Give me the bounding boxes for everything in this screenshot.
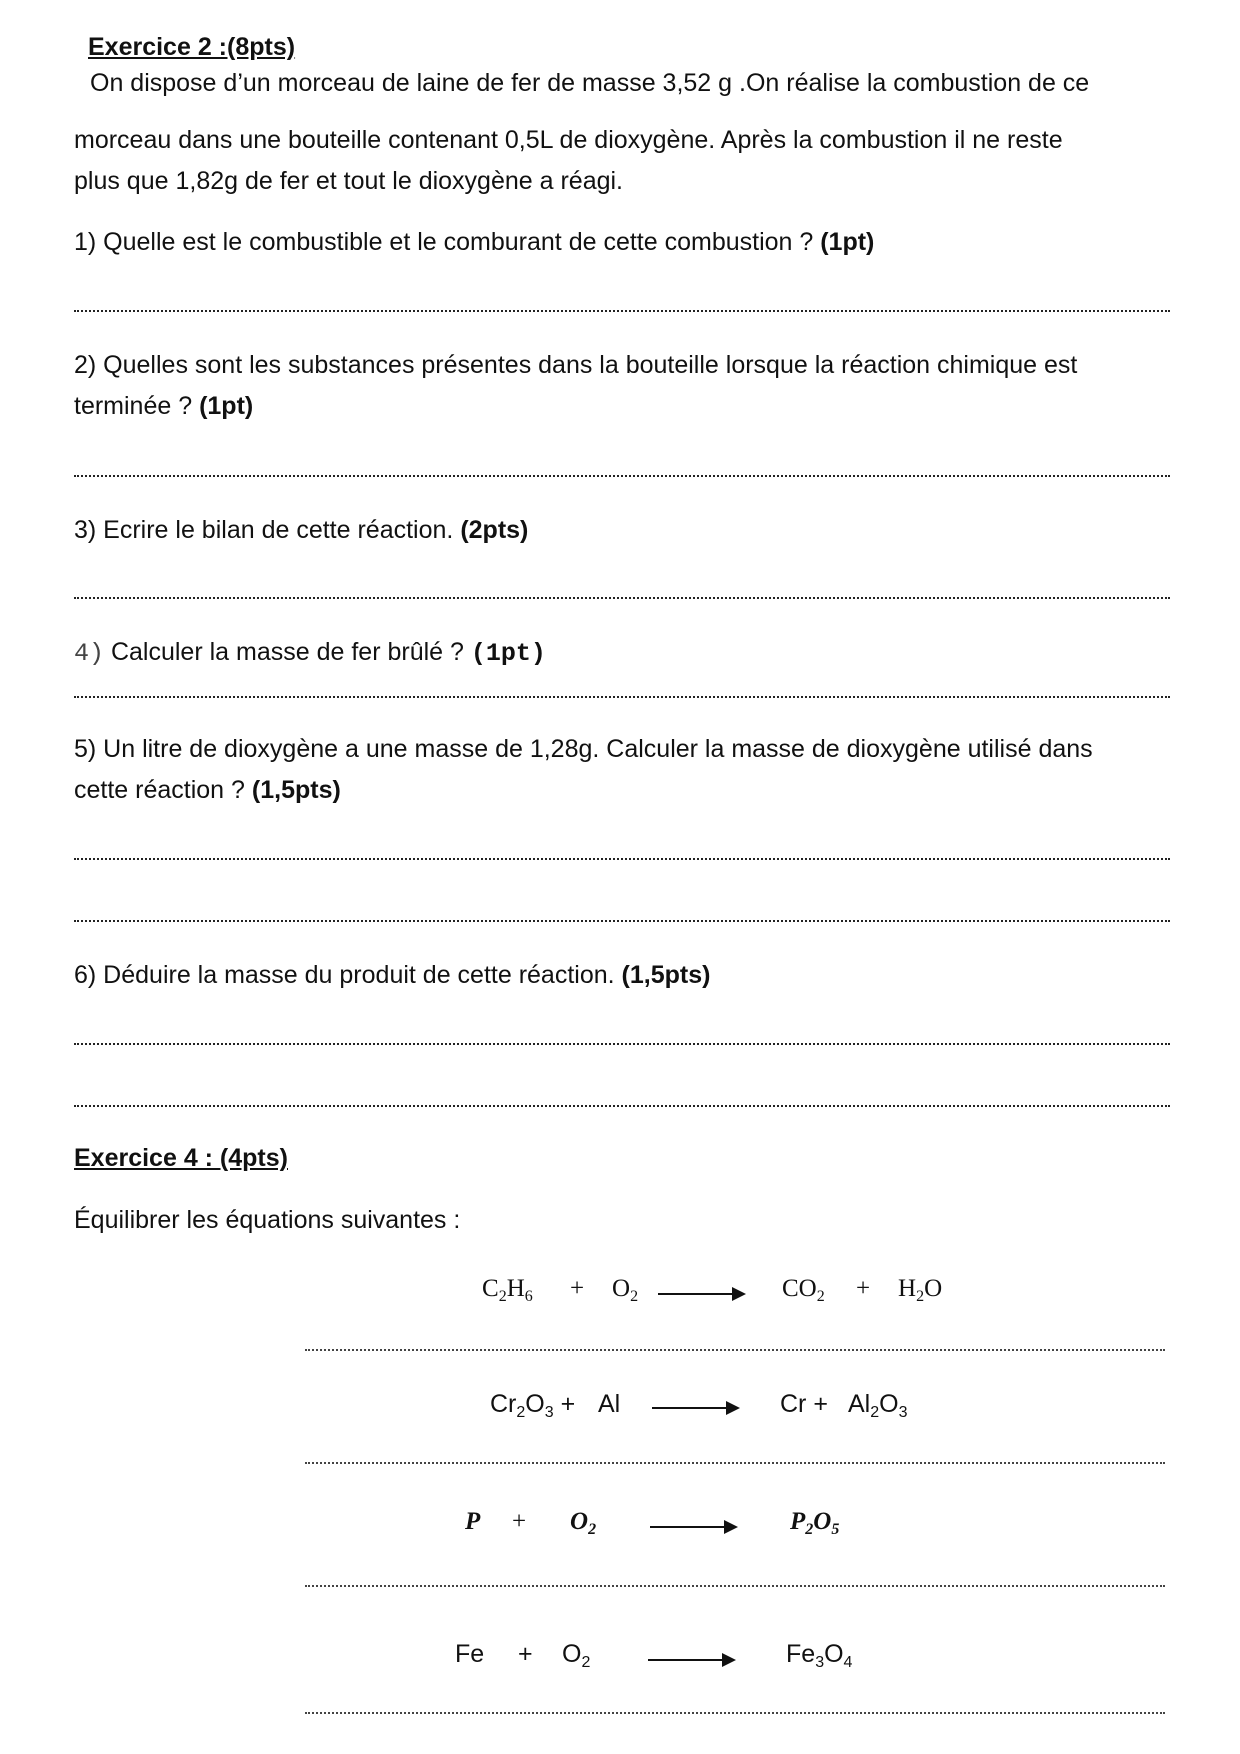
equation-4-reactant-1: Fe xyxy=(455,1640,485,1668)
answer-line xyxy=(305,1349,1165,1351)
question-1-points: (1pt) xyxy=(820,228,875,256)
intro-line-2: morceau dans une bouteille contenant 0,5L de dioxygène. Après la combustion il ne reste xyxy=(74,126,1063,154)
question-2-text: terminée ? xyxy=(74,392,200,420)
question-1-text: 1) Quelle est le combustible et le comburant de cette combustion ? xyxy=(74,228,821,256)
intro-line-1: On dispose d’un morceau de laine de fer de masse 3,52 g .On réalise la combustion de ce xyxy=(90,69,1090,97)
answer-line xyxy=(74,858,1170,860)
answer-line xyxy=(74,1105,1170,1107)
question-2-line-2 xyxy=(74,391,253,421)
exercise-2-title: Exercice 2 :(8pts) xyxy=(88,33,296,61)
answer-line xyxy=(74,597,1170,599)
answer-line xyxy=(74,475,1170,477)
question-5-points: (1,5pts) xyxy=(251,776,341,804)
equation-2-reactant-1: $Cr_2O_3$ + xyxy=(490,1390,576,1421)
answer-line xyxy=(74,310,1170,312)
equation-2-product-2: $Al_2O_3$ xyxy=(848,1390,908,1421)
reaction-arrow-icon xyxy=(648,1659,734,1661)
equation-2-reactant-2: Al xyxy=(598,1390,621,1418)
equation-3-reactant-2: $O_2$ xyxy=(570,1508,597,1538)
question-5-line-2 xyxy=(74,775,341,805)
equation-4-product: $Fe_3O_4$ xyxy=(786,1640,853,1671)
plus-sign: + xyxy=(856,1275,871,1302)
plus-sign: + xyxy=(570,1275,585,1302)
equation-1-reactant-2: $O_2$ xyxy=(612,1275,639,1305)
question-3 xyxy=(74,515,528,545)
question-3-text: 3) Ecrire le bilan de cette réaction. xyxy=(74,516,461,544)
intro-line-3: plus que 1,82g de fer et tout le dioxygène a réagi. xyxy=(74,167,623,195)
question-4-points: (1pt) xyxy=(470,639,546,668)
question-6-text: 6) Déduire la masse du produit de cette réaction. xyxy=(74,961,622,989)
answer-line xyxy=(305,1712,1165,1714)
answer-line xyxy=(74,920,1170,922)
question-4 xyxy=(74,637,546,669)
answer-line xyxy=(74,696,1170,698)
equation-4-reactant-2: $O_2$ xyxy=(562,1640,591,1671)
exercise-4-title: Exercice 4 : (4pts) xyxy=(74,1144,288,1172)
question-1 xyxy=(74,227,874,257)
plus-sign: + xyxy=(512,1508,527,1535)
equation-1-reactant-1: $C_2H_6$ xyxy=(482,1275,533,1305)
question-4-text: Calculer la masse de fer brûlé ? xyxy=(104,638,471,666)
question-6-points: (1,5pts) xyxy=(621,961,711,989)
question-5-text: cette réaction ? xyxy=(74,776,252,804)
equation-3-product: $P_2O_5$ xyxy=(790,1508,840,1538)
reaction-arrow-icon xyxy=(652,1407,738,1409)
question-5-line-1: 5) Un litre de dioxygène a une masse de 1,28g. Calculer la masse de dioxygène utilisé dans xyxy=(74,735,1093,763)
reaction-arrow-icon xyxy=(658,1293,744,1295)
equation-1-product-2: $H_2O$ xyxy=(898,1275,943,1305)
plus-sign: + xyxy=(518,1640,533,1668)
exercise-4-instruction: Équilibrer les équations suivantes : xyxy=(74,1206,461,1234)
question-3-points: (2pts) xyxy=(460,516,529,544)
question-6 xyxy=(74,960,710,990)
reaction-arrow-icon xyxy=(650,1526,736,1528)
question-4-number: 4) xyxy=(74,639,105,668)
question-2-line-1: 2) Quelles sont les substances présentes dans la bouteille lorsque la réaction chimique est xyxy=(74,351,1078,379)
equation-3-reactant-1: P xyxy=(465,1508,481,1535)
answer-line xyxy=(305,1585,1165,1587)
question-2-points: (1pt) xyxy=(199,392,254,420)
equation-2-product-1: Cr + xyxy=(780,1390,828,1418)
answer-line xyxy=(74,1043,1170,1045)
equation-1-product-1: $CO_2$ xyxy=(782,1275,825,1305)
answer-line xyxy=(305,1462,1165,1464)
